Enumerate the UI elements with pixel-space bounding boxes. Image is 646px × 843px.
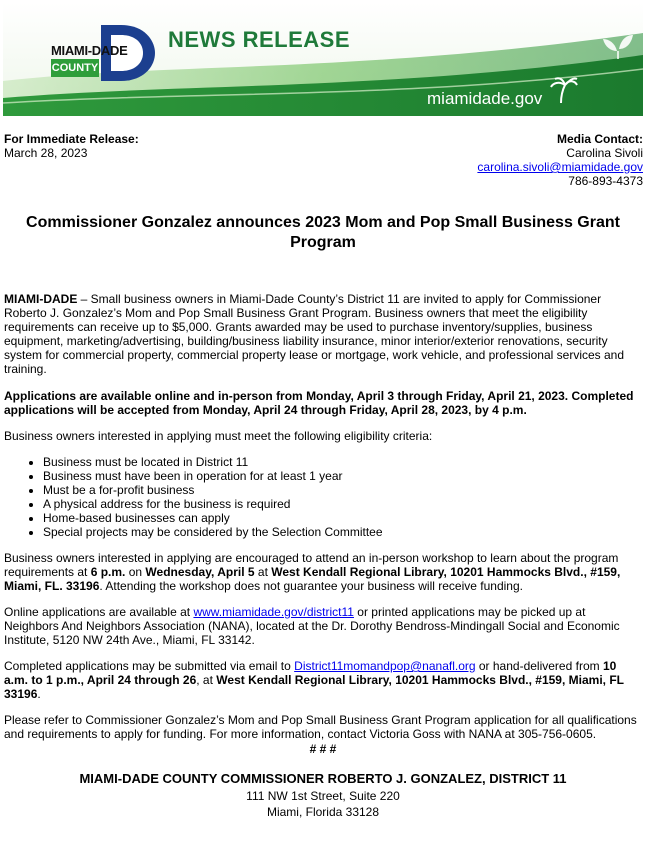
submission-email-link[interactable]: District11momandpop@nanafl.org xyxy=(294,659,476,673)
news-release-banner xyxy=(3,3,643,116)
submission-text-c: , at xyxy=(196,673,217,687)
workshop-text-b: on xyxy=(125,565,146,579)
release-body xyxy=(4,292,640,741)
paragraph-submission xyxy=(4,659,640,701)
submission-text-a: Completed applications may be submitted via email to xyxy=(4,659,295,673)
contact-email-link[interactable]: carolina.sivoli@miamidade.gov xyxy=(477,160,643,174)
headline: Commissioner Gonzalez announces 2023 Mom and Pop Small Business Grant Program xyxy=(26,214,620,251)
footer-title: MIAMI-DADE COUNTY COMMISSIONER ROBERTO J. GONZALEZ, DISTRICT 11 xyxy=(79,771,567,786)
logo-name: MIAMI-DADE xyxy=(51,43,128,58)
submission-text-d: . xyxy=(37,687,41,701)
online-text-b: or printed applications may be picked up at Neighbors And Neighbors Association (NANA), located at the Dr. Dorothy Bendross-Mindingall Social and Economic Institute, 5120 NW 24th Ave., Miami, FL 33142. xyxy=(4,605,620,647)
list-item: • Business must be located in District 11 xyxy=(43,455,640,469)
submission-text-b: or hand-delivered from xyxy=(475,659,603,673)
intro-text: – Small business owners in Miami-Dade County’s District 11 are invited to apply for Commissioner Roberto J. Gonzalez’s Mom and Pop Small Business Grant Program. Business owners that meet the eligibility requirements can receive up to $5,000. Grants awarded may be used to purchase inventory/supplies, business equipment, marketing/advertising, building/business liability insurance, minor interior/exterior renovations, security system for commercial property, commercial property lease or mortgage, work vehicle, and professional services and training. xyxy=(4,292,625,376)
list-item: • Special projects may be considered by the Selection Committee xyxy=(43,525,640,539)
workshop-place: West Kendall Regional Library, 10201 Hammocks Blvd., #159, Miami, FL. 33196 xyxy=(4,565,621,593)
workshop-text-c: at xyxy=(254,565,272,579)
contact-phone: 786-893-4373 xyxy=(568,174,643,188)
media-contact xyxy=(477,132,643,188)
paragraph-online xyxy=(4,605,640,647)
release-label: For Immediate Release: xyxy=(4,132,139,146)
workshop-text-d: . Attending the workshop does not guarantee your business will receive funding. xyxy=(99,579,523,593)
release-date: March 28, 2023 xyxy=(4,146,88,160)
list-item: • A physical address for the business is required xyxy=(43,497,640,511)
paragraph-dates: Applications are available online and in-person from Monday, April 3 through Friday, April 21, 2023. Completed applications will be accepted from Monday, April 24 through Friday, April 28, 2023, by 4 p.m. xyxy=(4,389,634,417)
list-item: • Home-based businesses can apply xyxy=(43,511,640,525)
footer-address-line-1: 111 NW 1st Street, Suite 220 xyxy=(246,789,400,803)
contact-label: Media Contact: xyxy=(556,132,643,146)
workshop-text-a: Business owners interested in applying are encouraged to attend an in-person workshop to learn about the program requirements at xyxy=(4,551,619,579)
list-item: • Business must have been in operation for at least 1 year xyxy=(43,469,640,483)
district11-link[interactable]: www.miamidade.gov/district11 xyxy=(193,605,354,619)
criteria-list xyxy=(4,455,640,539)
end-separator: # # # xyxy=(309,742,337,756)
site-name: miamidade.gov xyxy=(427,89,543,108)
submission-place: West Kendall Regional Library, 10201 Hammocks Blvd., #159, Miami, FL 33196 xyxy=(4,673,624,701)
list-item: • Must be a for-profit business xyxy=(43,483,640,497)
workshop-date: Wednesday, April 5 xyxy=(145,565,255,579)
paragraph-more-info: Please refer to Commissioner Gonzalez’s Mom and Pop Small Business Grant Program application for all qualifications and requirements to apply for funding. For more information, contact Victoria Goss with NANA at 305-756-0605. xyxy=(4,713,637,741)
banner-background xyxy=(3,3,643,116)
workshop-time: 6 p.m. xyxy=(90,565,126,579)
online-text-a: Online applications are available at xyxy=(4,605,194,619)
paragraph-intro xyxy=(4,292,640,376)
footer-address-line-2: Miami, Florida 33128 xyxy=(266,805,380,819)
paragraph-workshop xyxy=(4,551,640,593)
submission-hours: 10 a.m. to 1 p.m., April 24 through 26 xyxy=(4,659,617,687)
banner-title: NEWS RELEASE xyxy=(168,27,351,52)
contact-name: Carolina Sivoli xyxy=(566,146,643,160)
logo-county: COUNTY xyxy=(51,59,99,77)
dateline: MIAMI-DADE xyxy=(4,292,78,306)
release-info xyxy=(4,132,139,160)
paragraph-criteria-intro: Business owners interested in applying must meet the following eligibility criteria: xyxy=(4,429,433,443)
